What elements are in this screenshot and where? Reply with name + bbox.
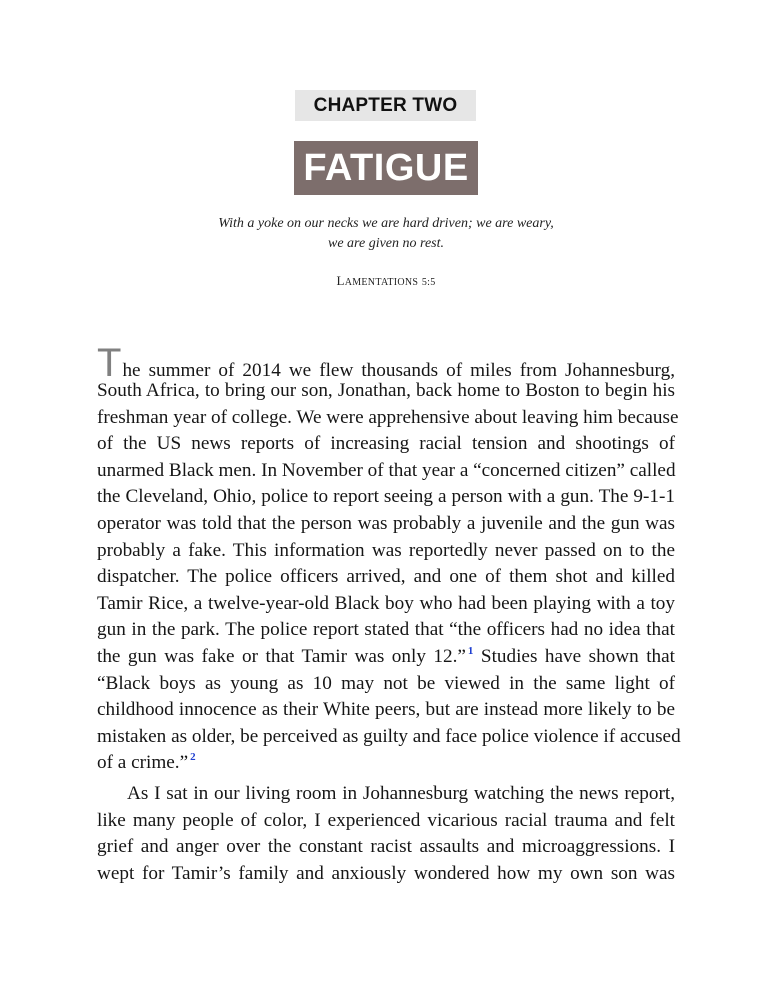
epigraph-citation: [150, 273, 622, 289]
epigraph-line-1: With a yoke on our necks we are hard driven; we are weary,: [218, 216, 554, 231]
citation-initial: L: [336, 273, 345, 288]
paragraph-line: like many people of color, I experienced vicarious racial trauma and felt: [97, 809, 675, 831]
paragraph-line: freshman year of college. We were apprehensive about leaving him because: [97, 406, 679, 428]
body-text: [97, 341, 681, 887]
drop-cap: T: [97, 341, 122, 385]
paragraph-line: of the US news reports of increasing racial tension and shootings of: [97, 433, 675, 455]
paragraph-2: [97, 781, 675, 887]
paragraph-line-text: the gun was fake or that Tamir was only 12.”: [97, 645, 466, 667]
paragraph-line: [97, 750, 675, 777]
paragraph-line: the Cleveland, Ohio, police to report seeing a person with a gun. The 9-1-1: [97, 486, 675, 508]
chapter-number-label: CHAPTER TWO: [295, 90, 476, 121]
paragraph-line-text: he summer of 2014 we flew thousands of miles from Johannesburg,: [122, 360, 675, 381]
paragraph-line: Tamir Rice, a twelve-year-old Black boy who had been playing with a toy: [97, 592, 675, 614]
paragraph-line: childhood innocence as their White peers, but are instead more likely to be: [97, 699, 675, 721]
citation-book: AMENTATIONS: [344, 277, 419, 288]
paragraph-line: dispatcher. The police officers arrived, and one of them shot and killed: [97, 566, 675, 588]
paragraph-1: [97, 341, 681, 777]
paragraph-line: gun in the park. The police report stated that “the officers had no idea that: [97, 619, 675, 641]
epigraph-quote: [150, 214, 622, 254]
paragraph-line: [97, 644, 675, 671]
paragraph-line: grief and anger over the constant racist assaults and microaggressions. I: [97, 836, 675, 858]
citation-reference: 5:5: [421, 277, 436, 288]
footnote-reference-1[interactable]: 1: [467, 644, 474, 657]
footnote-reference-2[interactable]: 2: [190, 751, 196, 764]
paragraph-line: wept for Tamir’s family and anxiously wondered how my own son was: [97, 862, 675, 884]
chapter-title: FATIGUE: [294, 141, 478, 195]
paragraph-line: South Africa, to bring our son, Jonathan, back home to Boston to begin his: [97, 380, 675, 401]
epigraph-line-2: we are given no rest.: [328, 236, 444, 251]
paragraph-line: “Black boys as young as 10 may not be viewed in the same light of: [97, 672, 675, 694]
paragraph-line-text: Studies have shown that: [473, 645, 675, 667]
paragraph-line: unarmed Black men. In November of that year a “concerned citizen” called: [97, 459, 676, 481]
paragraph-line: As I sat in our living room in Johannesburg watching the news report,: [127, 782, 675, 804]
paragraph-line: operator was told that the person was probably a juvenile and the gun was: [97, 512, 675, 534]
paragraph-line-text: of a crime.”: [97, 752, 189, 774]
paragraph-line: probably a fake. This information was reportedly never passed on to the: [97, 539, 675, 561]
paragraph-line: [97, 341, 675, 385]
paragraph-line: mistaken as older, be perceived as guilty and face police violence if accused: [97, 725, 681, 747]
